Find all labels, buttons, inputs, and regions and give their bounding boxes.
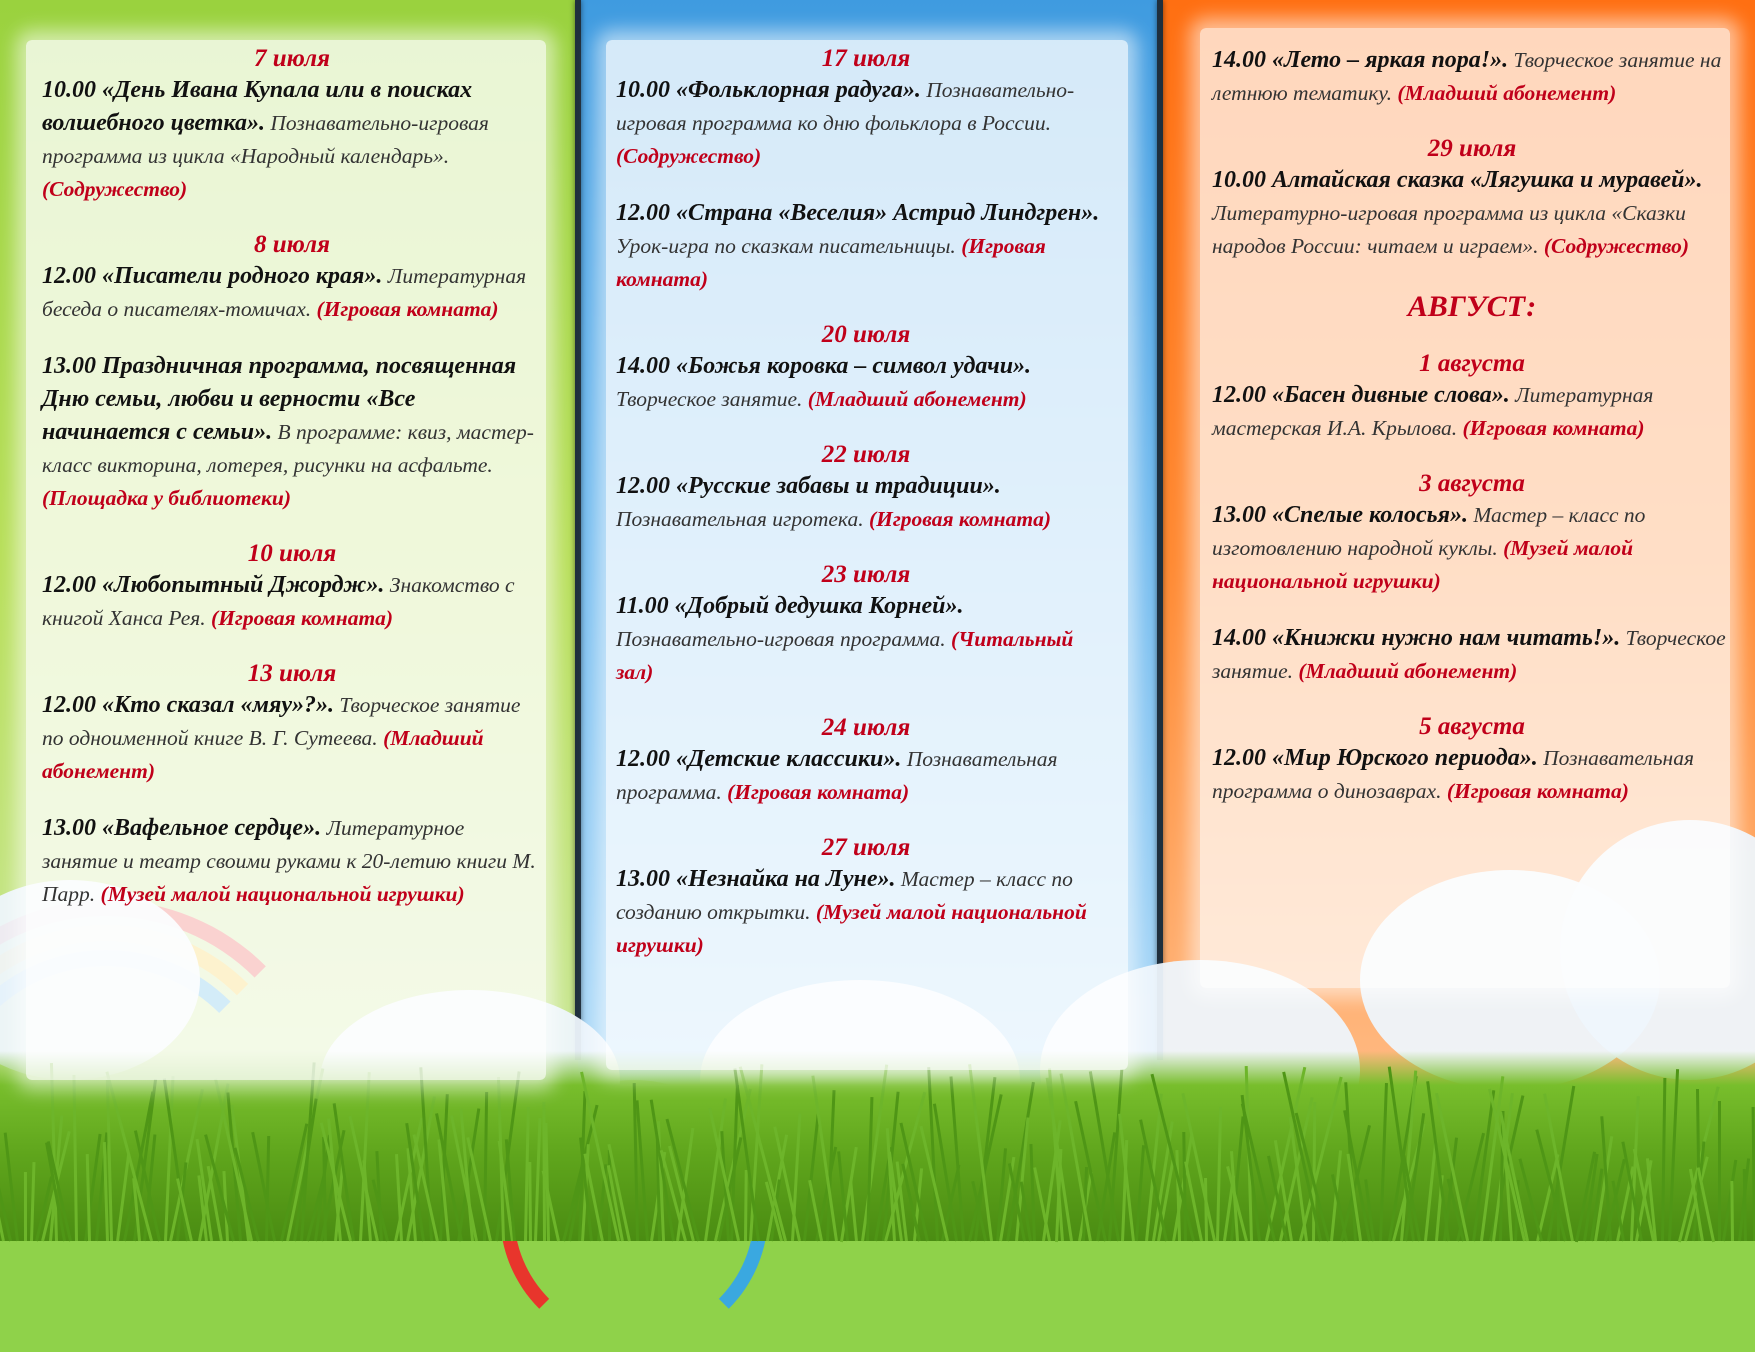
- event-title: 10.00 «День Ивана Купала или в поисках волшебного цветка».: [42, 77, 473, 136]
- column-divider: [1157, 0, 1163, 1060]
- grass-blade: [30, 1162, 35, 1241]
- event-title: 12.00 «Кто сказал «мяу»?».: [42, 692, 334, 718]
- event-date: 24 июля: [821, 714, 911, 741]
- event-title: 14.00 «Книжки нужно нам читать!».: [1212, 625, 1621, 651]
- event-date: 13 июля: [247, 660, 337, 687]
- event-place: (Площадка у библиотеки): [42, 486, 292, 510]
- event-item: [1212, 712, 1732, 808]
- event-item: [42, 350, 542, 515]
- grass-blade: [528, 1162, 532, 1241]
- event-title: 12.00 «Русские забавы и традиции».: [616, 473, 1001, 499]
- event-item: [616, 44, 1116, 173]
- event-description: Урок-игра по сказкам писательницы.: [616, 234, 956, 258]
- event-description: Мастер – класс по изготовлению народной куклы.: [1212, 503, 1646, 560]
- event-title: 14.00 «Лето – яркая пора!».: [1212, 47, 1509, 73]
- event-item: [42, 44, 542, 206]
- event-date: 5 августа: [1419, 713, 1525, 740]
- event-title: 12.00 «Мир Юрского периода».: [1212, 745, 1538, 771]
- grass-blade: [974, 1077, 996, 1241]
- grass-blade: [23, 1172, 26, 1241]
- event-date: 17 июля: [821, 45, 911, 72]
- event-title: 13.00 «Незнайка на Луне».: [616, 866, 896, 892]
- event-description: Творческое занятие по одноименной книге В. Г. Сутеева.: [42, 693, 521, 750]
- event-place: (Читальный зал): [616, 627, 1074, 684]
- event-description: Литературное занятие и театр своими руками к 20-летию книги М. Парр.: [42, 816, 536, 906]
- grass-blade: [1216, 1107, 1222, 1241]
- event-place: (Содружество): [42, 177, 188, 201]
- event-place: (Содружество): [616, 144, 762, 168]
- grass-blade: [534, 1118, 541, 1241]
- event-title: 12.00 «Страна «Веселия» Астрид Линдгрен».: [616, 200, 1100, 226]
- grass-blade: [1722, 1160, 1737, 1241]
- event-description: Познавательная программа о динозаврах.: [1212, 746, 1694, 803]
- event-place: (Музей малой национальной игрушки): [1212, 536, 1634, 593]
- event-place: (Игровая комната): [1462, 416, 1645, 440]
- event-date: 23 июля: [821, 561, 911, 588]
- event-description: Познавательно-игровая программа ко дню фольклора в России.: [616, 78, 1075, 135]
- event-title: 12.00 «Детские классики».: [616, 746, 902, 772]
- event-place: (Игровая комната): [868, 507, 1051, 531]
- grass-blade: [1379, 1083, 1388, 1241]
- event-place: (Игровая комната): [616, 234, 1046, 291]
- event-item: [616, 440, 1116, 536]
- grass-blade: [73, 1075, 79, 1241]
- event-description: Творческое занятие.: [616, 387, 803, 411]
- event-title: 12.00 «Басен дивные слова».: [1212, 382, 1510, 408]
- event-title: 13.00 «Вафельное сердце».: [42, 815, 322, 841]
- event-title: 13.00 «Спелые колосья».: [1212, 502, 1468, 528]
- event-date: 1 августа: [1419, 350, 1525, 377]
- grass-blade: [214, 1079, 253, 1241]
- grass-blade: [1118, 1113, 1135, 1241]
- event-date: 3 августа: [1419, 470, 1525, 497]
- grass-blade: [1718, 1101, 1721, 1241]
- event-place: (Младший абонемент): [807, 387, 1027, 411]
- event-description: Творческое занятие.: [1212, 626, 1726, 683]
- event-description: Литературная беседа о писателях-томичах.: [42, 264, 527, 321]
- event-description: Литературно-игровая программа из цикла «Сказки народов России: читаем и играем».: [1212, 201, 1686, 258]
- schedule-column-3: [1212, 44, 1732, 832]
- event-title: 13.00 Праздничная программа, посвященная Дню семьи, любви и верности «Все начинается с семьи».: [42, 353, 517, 445]
- event-date: 7 июля: [254, 45, 330, 72]
- event-item: [616, 197, 1116, 296]
- event-place: (Младший абонемент): [1298, 659, 1518, 683]
- event-title: 10.00 Алтайская сказка «Лягушка и муравей».: [1212, 167, 1703, 193]
- event-description: Познавательная программа.: [616, 747, 1058, 804]
- event-item: [616, 713, 1116, 809]
- schedule-column-2: [616, 44, 1116, 986]
- event-place: (Младший абонемент): [1397, 81, 1617, 105]
- event-description: Познавательно-игровая программа из цикла «Народный календарь».: [42, 111, 489, 168]
- event-description: Знакомство с книгой Ханса Рея.: [42, 573, 515, 630]
- event-place: (Игровая комната): [211, 606, 394, 630]
- event-title: 11.00 «Добрый дедушка Корней».: [616, 593, 964, 619]
- event-date: 10 июля: [247, 540, 337, 567]
- event-item: [42, 230, 542, 326]
- grass-blade: [1030, 1144, 1037, 1241]
- event-date: 22 июля: [821, 441, 911, 468]
- event-item: [42, 659, 542, 788]
- event-item: [42, 812, 542, 911]
- event-item: [616, 833, 1116, 962]
- event-date: 27 июля: [821, 834, 911, 861]
- event-item: [1212, 349, 1732, 445]
- column-divider: [575, 0, 581, 1060]
- event-place: (Музей малой национальной игрушки): [616, 900, 1087, 957]
- grass-blade: [744, 1170, 748, 1241]
- schedule-column-1: [42, 44, 542, 935]
- event-description: Мастер – класс по созданию открытки.: [616, 867, 1073, 924]
- grass-blade: [849, 1181, 858, 1241]
- event-title: 14.00 «Божья коровка – символ удачи».: [616, 353, 1032, 379]
- event-place: (Младший абонемент): [42, 726, 484, 783]
- event-item: [42, 539, 542, 635]
- event-title: 12.00 «Любопытный Джордж».: [42, 572, 385, 598]
- event-date: 29 июля: [1427, 135, 1517, 162]
- month-heading: АВГУСТ:: [1407, 290, 1537, 323]
- event-item: [1212, 44, 1732, 110]
- event-item: [1212, 134, 1732, 263]
- event-place: (Игровая комната): [316, 297, 499, 321]
- event-place: (Музей малой национальной игрушки): [100, 882, 465, 906]
- event-description: Литературная мастерская И.А. Крылова.: [1212, 383, 1654, 440]
- event-title: 10.00 «Фольклорная радуга».: [616, 77, 921, 103]
- event-item: [1212, 469, 1732, 598]
- event-item: [616, 560, 1116, 689]
- event-item: [1212, 622, 1732, 688]
- grass-blade: [1668, 1069, 1679, 1241]
- event-place: (Содружество): [1543, 234, 1690, 258]
- event-description: Познавательная игротека.: [616, 507, 864, 531]
- event-item: [616, 320, 1116, 416]
- event-description: Творческое занятие на летнюю тематику.: [1212, 48, 1722, 105]
- event-date: 8 июля: [254, 231, 330, 258]
- grass-blade: [1731, 1181, 1735, 1241]
- grass-blade: [1182, 1132, 1187, 1241]
- grass-blade: [1661, 1078, 1666, 1241]
- event-title: 12.00 «Писатели родного края».: [42, 263, 383, 289]
- event-description: В программе: квиз, мастер-класс викторина, лотерея, рисунки на асфальте.: [42, 420, 534, 477]
- event-date: 20 июля: [821, 321, 911, 348]
- grass-blade: [1135, 1146, 1145, 1242]
- event-place: (Игровая комната): [727, 780, 910, 804]
- event-place: (Игровая комната): [1446, 779, 1629, 803]
- event-description: Познавательно-игровая программа.: [616, 627, 946, 651]
